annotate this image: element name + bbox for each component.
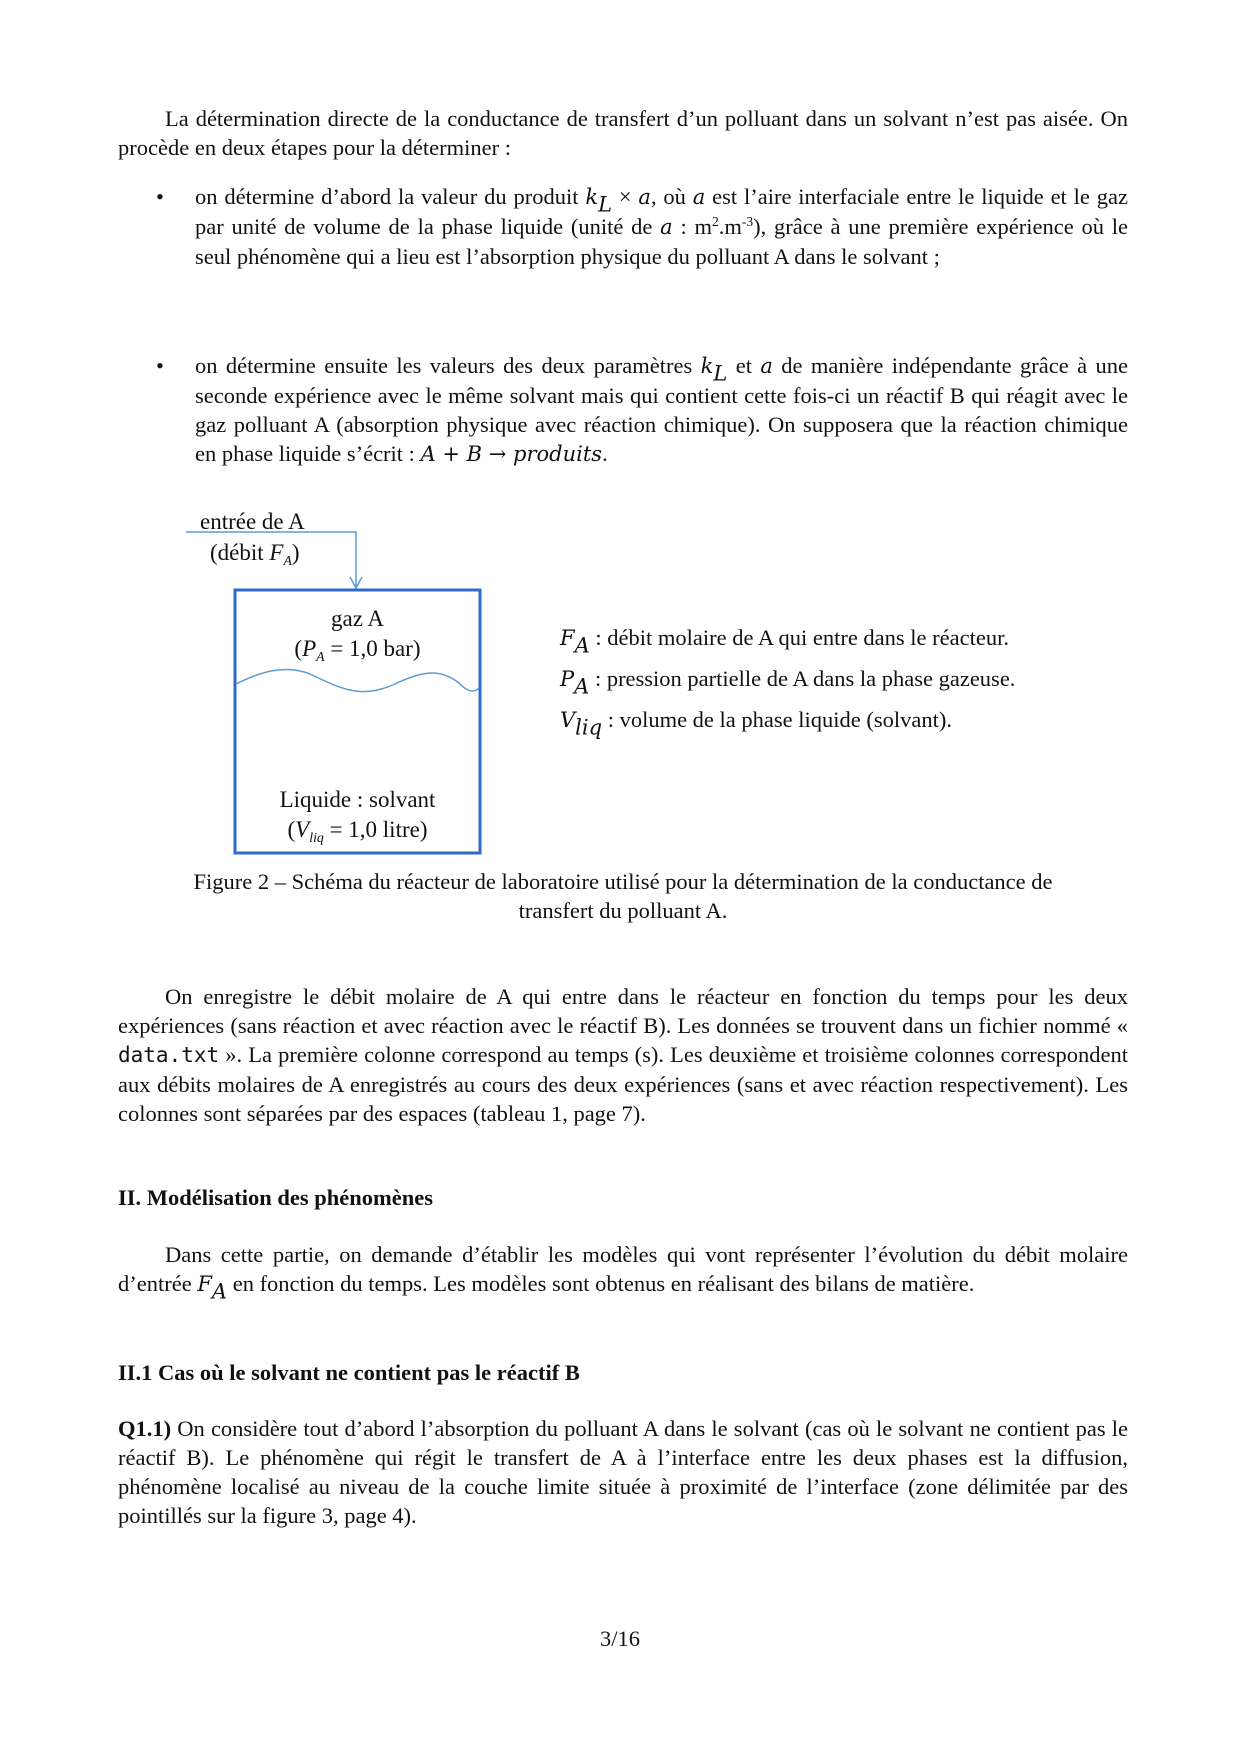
- section-heading-2-1: II.1 Cas où le solvant ne contient pas le réactif B: [118, 1360, 580, 1385]
- legend-item-vliq: $V_{liq}$ : volume de la phase liquide (solvant).: [560, 707, 952, 740]
- bullet-icon: •: [156, 184, 164, 209]
- page-number: 3/16: [599, 1626, 640, 1651]
- gas-pressure-label: ($P_A = 1,0$ bar): [294, 636, 421, 664]
- bullet-icon: •: [156, 353, 164, 378]
- section-heading-2: II. Modélisation des phénomènes: [118, 1185, 434, 1210]
- question-q1-1: Q1.1) On considère tout d’abord l’absorption du polluant A dans le solvant (cas où le solvant ne contient pas le réactif B). Le phénomène qui régit le transfert de A à l’interface entre les deux phases est la diffusion, phénomène localisé au niveau de la couche limite située à proximité de l’interface (zone délimitée par des pointillés sur la figure 3, page 4).: [118, 1416, 1128, 1528]
- section-2-paragraph: Dans cette partie, on demande d’établir les modèles qui vont représenter l’évolution du débit molaire d’entrée $F_A$ en fonction du temps. Les modèles sont obtenus en réalisant des bilans de matière.: [118, 1242, 1128, 1304]
- bullet-text: on détermine ensuite les valeurs des deux paramètres $k_L$ et a de manière indépendante grâce à une seconde expérience avec le même solvant mais qui contient cette fois-ci un réactif B qui réagit avec le gaz polluant A (absorption physique avec réaction chimique). On supposera que la réaction chimique en phase liquide s’écrit : A + B → produits.: [195, 353, 1128, 466]
- bullet-text: on détermine d’abord la valeur du produit $k_L \times a$, où a est l’aire interfaciale entre le liquide et le gaz par unité de volume de la phase liquide (unité de a : $m^2.m^{-3}$), grâce à une première expérience où le seul phénomène qui a lieu est l’absorption physique du polluant A dans le solvant ;: [195, 184, 1128, 269]
- filename: data.txt: [118, 1043, 220, 1067]
- question-label: Q1.1): [118, 1416, 172, 1441]
- inlet-label: entrée de A: [200, 509, 305, 534]
- data-paragraph: On enregistre le débit molaire de A qui entre dans le réacteur en fonction du temps pour les deux expériences (sans réaction et avec réaction avec le réactif B). Les données se trouvent dans un fichier nommé « data.txt ». La première colonne correspond au temps (s). Les deuxième et troisième colonnes correspondent aux débits molaires de A enregistrés au cours des deux expériences (sans et avec réaction respectivement). Les colonnes sont séparées par des espaces (tableau 1, page 7).: [118, 984, 1128, 1126]
- intro-paragraph: La détermination directe de la conductance de transfert d’un polluant dans un solvant n’est pas aisée. On procède en deux étapes pour la déterminer :: [118, 106, 1128, 160]
- legend-item-pa: $P_A$ : pression partielle de A dans la phase gazeuse.: [560, 666, 1016, 699]
- liquid-label: Liquide : solvant: [279, 787, 436, 812]
- inlet-flow-label: (débit $F_A$): [210, 540, 300, 568]
- legend-item-fa: $F_A$ : débit molaire de A qui entre dans le réacteur.: [560, 625, 1009, 658]
- liquid-interface-wave: [236, 669, 479, 691]
- figure-caption: Figure 2 – Schéma du réacteur de laboratoire utilisé pour la détermination de la conductance de transfert du polluant A.: [193, 869, 1053, 923]
- liquid-volume-label: ($V_{liq} = 1,0$ litre): [287, 817, 428, 845]
- gas-label: gaz A: [330, 606, 384, 631]
